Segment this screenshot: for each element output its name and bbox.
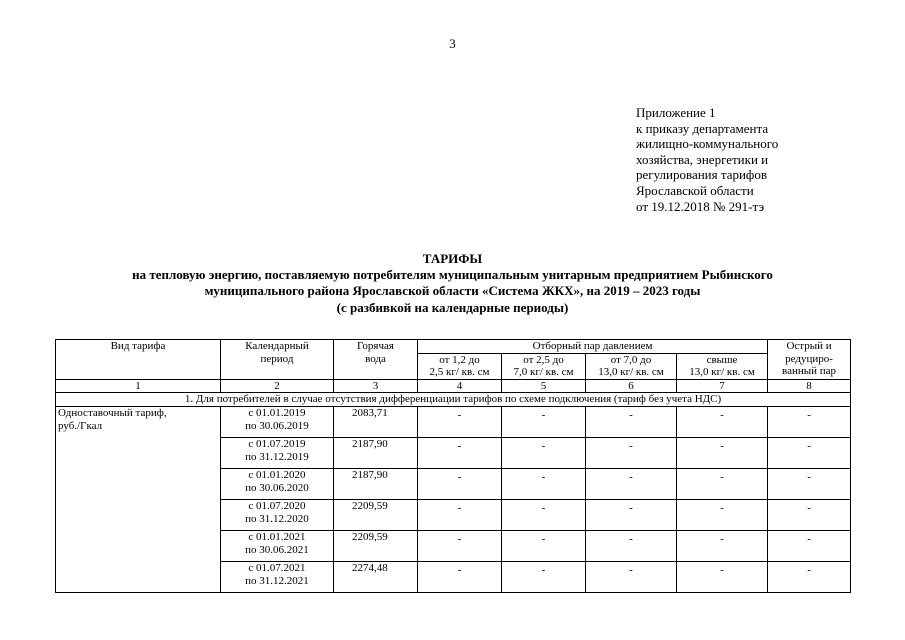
header-steam-line: от 1,2 до bbox=[439, 353, 480, 366]
steam-3-value: - bbox=[586, 468, 677, 499]
period-to: по 31.12.2020 bbox=[245, 512, 309, 525]
document-title bbox=[40, 251, 865, 316]
header-steam-line: от 7,0 до bbox=[610, 353, 652, 366]
header-steam-3 bbox=[586, 353, 677, 379]
tariffs-table bbox=[55, 339, 851, 593]
page-number: 3 bbox=[449, 36, 456, 51]
header-steam-line: 13,0 кг/ кв. см bbox=[598, 366, 664, 379]
steam-1-value: - bbox=[418, 437, 502, 468]
acute-steam-value: - bbox=[768, 406, 851, 437]
period-to: по 31.12.2019 bbox=[245, 450, 309, 463]
steam-2-value: - bbox=[502, 437, 586, 468]
steam-3-value: - bbox=[586, 406, 677, 437]
period-from: с 01.07.2019 bbox=[248, 437, 306, 450]
period-to: по 30.06.2019 bbox=[245, 419, 309, 432]
title-line: (с разбивкой на календарные периоды) bbox=[336, 299, 569, 315]
period-to: по 31.12.2021 bbox=[245, 574, 309, 587]
column-number: 4 bbox=[418, 379, 502, 393]
steam-4-value: - bbox=[677, 406, 768, 437]
steam-1-value: - bbox=[418, 406, 502, 437]
appendix-line: жилищно-коммунального bbox=[636, 136, 779, 152]
steam-1-value: - bbox=[418, 530, 502, 561]
column-number: 6 bbox=[586, 379, 677, 393]
header-acute-line: редуциро- bbox=[785, 352, 833, 365]
hot-water-value: 2209,59 bbox=[334, 499, 418, 530]
steam-2-value: - bbox=[502, 561, 586, 592]
steam-2-value: - bbox=[502, 406, 586, 437]
steam-3-value: - bbox=[586, 499, 677, 530]
header-steam-1 bbox=[418, 353, 502, 379]
steam-4-value: - bbox=[677, 561, 768, 592]
acute-steam-value: - bbox=[768, 437, 851, 468]
header-acute-line: Острый и bbox=[786, 340, 832, 352]
steam-4-value: - bbox=[677, 468, 768, 499]
header-steam-line: 13,0 кг/ кв. см bbox=[689, 366, 755, 379]
header-steam-line: от 2,5 до bbox=[523, 353, 564, 366]
hot-water-value: 2083,71 bbox=[334, 406, 418, 437]
period-cell bbox=[221, 437, 334, 468]
steam-4-value: - bbox=[677, 437, 768, 468]
header-hot-water bbox=[334, 340, 418, 380]
header-steam-line: 2,5 кг/ кв. см bbox=[429, 366, 490, 379]
header-steam-group: Отборный пар давлением bbox=[418, 340, 768, 354]
period-from: с 01.01.2021 bbox=[248, 530, 306, 543]
acute-steam-value: - bbox=[768, 468, 851, 499]
period-from: с 01.07.2021 bbox=[248, 561, 306, 574]
title-line: муниципального района Ярославской области «Система ЖКХ», на 2019 – 2023 годы bbox=[204, 283, 701, 299]
section-title: 1. Для потребителей в случае отсутствия дифференциации тарифов по схеме подключения (тариф без учета НДС) bbox=[56, 393, 851, 407]
steam-1-value: - bbox=[418, 468, 502, 499]
title-heading: ТАРИФЫ bbox=[422, 251, 483, 266]
column-number: 7 bbox=[677, 379, 768, 393]
header-steam-line: свыше bbox=[706, 353, 738, 366]
steam-4-value: - bbox=[677, 530, 768, 561]
appendix-line: к приказу департамента bbox=[636, 120, 769, 136]
header-acute-line: ванный пар bbox=[782, 365, 837, 378]
header-period bbox=[221, 340, 334, 380]
section-row bbox=[56, 393, 851, 407]
period-to: по 30.06.2021 bbox=[245, 543, 309, 556]
table-row bbox=[56, 406, 851, 437]
header-hot-water-line: вода bbox=[365, 352, 386, 365]
steam-1-value: - bbox=[418, 561, 502, 592]
steam-1-value: - bbox=[418, 499, 502, 530]
header-steam-line: 7,0 кг/ кв. см bbox=[513, 366, 574, 379]
header-steam-4 bbox=[677, 353, 768, 379]
column-number: 1 bbox=[56, 379, 221, 393]
period-to: по 30.06.2020 bbox=[245, 481, 309, 494]
steam-3-value: - bbox=[586, 561, 677, 592]
tariff-type-line: Одноставочный тариф, bbox=[58, 406, 167, 419]
appendix-line: Ярославской области bbox=[636, 182, 754, 198]
period-cell bbox=[221, 499, 334, 530]
tariff-type-cell bbox=[56, 406, 221, 592]
steam-3-value: - bbox=[586, 530, 677, 561]
acute-steam-value: - bbox=[768, 530, 851, 561]
hot-water-value: 2187,90 bbox=[334, 468, 418, 499]
acute-steam-value: - bbox=[768, 561, 851, 592]
column-number: 3 bbox=[334, 379, 418, 393]
period-from: с 01.01.2019 bbox=[248, 406, 306, 419]
column-number: 8 bbox=[768, 379, 851, 393]
steam-2-value: - bbox=[502, 530, 586, 561]
steam-3-value: - bbox=[586, 437, 677, 468]
steam-2-value: - bbox=[502, 499, 586, 530]
period-cell bbox=[221, 530, 334, 561]
hot-water-value: 2209,59 bbox=[334, 530, 418, 561]
period-cell bbox=[221, 406, 334, 437]
header-steam-2 bbox=[502, 353, 586, 379]
period-cell bbox=[221, 468, 334, 499]
column-number: 2 bbox=[221, 379, 334, 393]
appendix-block bbox=[636, 105, 778, 214]
appendix-line: хозяйства, энергетики и bbox=[636, 151, 769, 167]
hot-water-value: 2274,48 bbox=[334, 561, 418, 592]
header-period-line: Календарный bbox=[245, 340, 309, 352]
header-row bbox=[56, 340, 851, 354]
header-period-line: период bbox=[260, 352, 294, 365]
hot-water-value: 2187,90 bbox=[334, 437, 418, 468]
appendix-line: Приложение 1 bbox=[636, 105, 716, 120]
period-cell bbox=[221, 561, 334, 592]
steam-2-value: - bbox=[502, 468, 586, 499]
steam-4-value: - bbox=[677, 499, 768, 530]
tariff-type-line: руб./Гкал bbox=[58, 419, 103, 432]
title-line: на тепловую энергию, поставляемую потребителям муниципальным унитарным предприятием Рыбинского bbox=[132, 267, 773, 283]
appendix-line: от 19.12.2018 № 291-тэ bbox=[636, 198, 765, 214]
header-acute-steam bbox=[768, 340, 851, 380]
acute-steam-value: - bbox=[768, 499, 851, 530]
header-tariff-type: Вид тарифа bbox=[56, 340, 221, 380]
period-from: с 01.01.2020 bbox=[248, 468, 306, 481]
column-number-row bbox=[56, 379, 851, 393]
appendix-line: регулирования тарифов bbox=[636, 167, 767, 183]
column-number: 5 bbox=[502, 379, 586, 393]
header-hot-water-line: Горячая bbox=[357, 340, 394, 352]
period-from: с 01.07.2020 bbox=[248, 499, 306, 512]
